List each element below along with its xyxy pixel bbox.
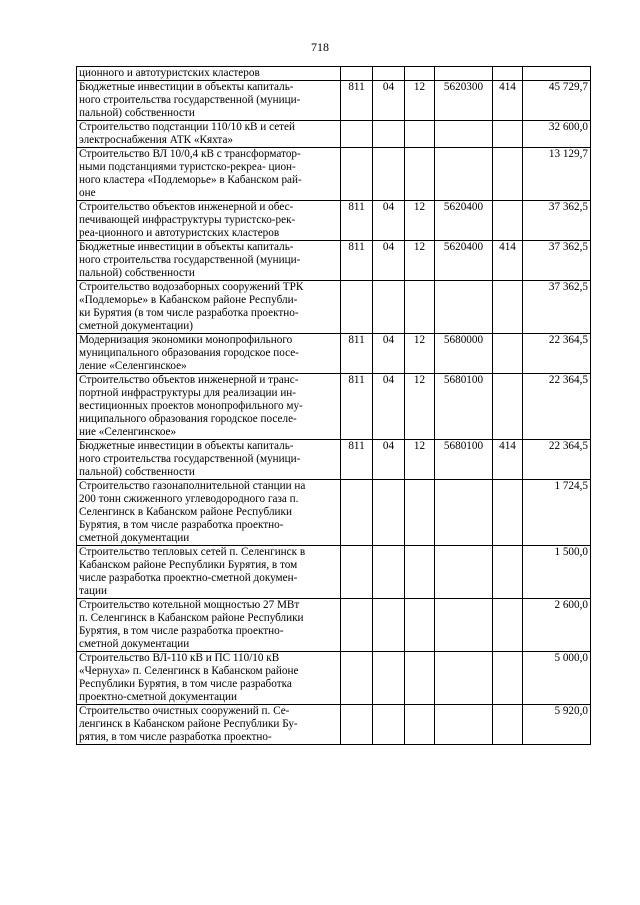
item-name-line: «Чернуха» п. Селенгинск в Кабанском районе xyxy=(79,665,299,677)
amount-cell: 13 129,7 xyxy=(523,148,591,201)
table-row xyxy=(77,281,591,334)
target-article-code-cell xyxy=(435,705,493,745)
table-row xyxy=(77,121,591,148)
grbs-code-cell: 811 xyxy=(341,241,373,281)
target-article-code-cell xyxy=(435,281,493,334)
item-name-line: Бюджетные инвестиции в объекты капиталь- xyxy=(79,440,294,452)
target-article-code-cell: 5680100 xyxy=(435,374,493,440)
target-article-code-cell xyxy=(435,67,493,81)
table-row xyxy=(77,480,591,546)
item-name-cell xyxy=(77,121,341,148)
grbs-code-cell: 811 xyxy=(341,374,373,440)
amount-cell: 32 600,0 xyxy=(523,121,591,148)
item-name-line: печивающей инфраструктуры туристско-рек- xyxy=(79,214,296,226)
item-name-line: ки Бурятия (в том числе разработка проектно- xyxy=(79,307,299,319)
table-row xyxy=(77,599,591,652)
item-name-line: рятия, в том числе разработка проектно- xyxy=(79,731,272,743)
subsection-code-cell: 12 xyxy=(405,334,435,374)
subsection-code-cell: 12 xyxy=(405,440,435,480)
subsection-code-cell xyxy=(405,652,435,705)
grbs-code-cell xyxy=(341,121,373,148)
grbs-code-cell xyxy=(341,148,373,201)
section-code-cell: 04 xyxy=(373,201,405,241)
target-article-code-cell: 5620400 xyxy=(435,241,493,281)
item-name-line: числе разработка проектно-сметной докумен- xyxy=(79,572,298,584)
item-name-line: пальной) собственности xyxy=(79,107,195,119)
section-code-cell: 04 xyxy=(373,374,405,440)
item-name-line: сметной документации xyxy=(79,532,190,544)
expense-type-code-cell xyxy=(493,546,523,599)
item-name-cell xyxy=(77,440,341,480)
amount-cell: 22 364,5 xyxy=(523,440,591,480)
grbs-code-cell: 811 xyxy=(341,81,373,121)
item-name-line: реа-ционного и автотуристских кластеров xyxy=(79,227,280,239)
item-name-line: Кабанском районе Республики Бурятия, в том xyxy=(79,559,298,571)
item-name-line: Бюджетные инвестиции в объекты капиталь- xyxy=(79,81,294,93)
target-article-code-cell xyxy=(435,599,493,652)
table-row xyxy=(77,440,591,480)
table-row xyxy=(77,652,591,705)
item-name-line: Бурятия, в том числе разработка проектно- xyxy=(79,519,284,531)
table-row xyxy=(77,546,591,599)
section-code-cell xyxy=(373,705,405,745)
item-name-line: ного строительства государственной (муници- xyxy=(79,453,301,465)
item-name-line: пальной) собственности xyxy=(79,466,195,478)
table-row xyxy=(77,241,591,281)
expense-type-code-cell xyxy=(493,201,523,241)
item-name-line: Строительство газонаполнительной станции на xyxy=(79,480,306,492)
item-name-line: ного строительства государственной (муници- xyxy=(79,94,301,106)
item-name-line: муниципального образования городское посе- xyxy=(79,347,299,359)
expense-type-code-cell xyxy=(493,652,523,705)
subsection-code-cell xyxy=(405,546,435,599)
item-name-line: вестиционных проектов монопрофильного му- xyxy=(79,400,303,412)
item-name-line: Строительство тепловых сетей п. Селенгинск в xyxy=(79,546,306,558)
target-article-code-cell: 5680100 xyxy=(435,440,493,480)
subsection-code-cell xyxy=(405,67,435,81)
expense-type-code-cell: 414 xyxy=(493,81,523,121)
grbs-code-cell xyxy=(341,599,373,652)
expense-type-code-cell xyxy=(493,67,523,81)
table-row xyxy=(77,148,591,201)
amount-cell: 5 920,0 xyxy=(523,705,591,745)
section-code-cell: 04 xyxy=(373,81,405,121)
item-name-line: ние «Селенгинское» xyxy=(79,426,177,438)
amount-cell: 22 364,5 xyxy=(523,374,591,440)
expense-type-code-cell: 414 xyxy=(493,241,523,281)
grbs-code-cell xyxy=(341,281,373,334)
expense-type-code-cell xyxy=(493,281,523,334)
table-row xyxy=(77,334,591,374)
grbs-code-cell: 811 xyxy=(341,334,373,374)
grbs-code-cell xyxy=(341,67,373,81)
budget-table-body xyxy=(77,67,591,745)
subsection-code-cell: 12 xyxy=(405,241,435,281)
item-name-line: Строительство котельной мощностью 27 МВт xyxy=(79,599,300,611)
item-name-line: Селенгинск в Кабанском районе Республики xyxy=(79,506,292,518)
subsection-code-cell xyxy=(405,599,435,652)
expense-type-code-cell xyxy=(493,705,523,745)
subsection-code-cell xyxy=(405,121,435,148)
target-article-code-cell: 5620300 xyxy=(435,81,493,121)
item-name-cell xyxy=(77,81,341,121)
item-name-cell xyxy=(77,334,341,374)
section-code-cell xyxy=(373,546,405,599)
table-row xyxy=(77,81,591,121)
target-article-code-cell xyxy=(435,148,493,201)
item-name-line: пальной) собственности xyxy=(79,267,195,279)
amount-cell: 1 724,5 xyxy=(523,480,591,546)
item-name-line: «Подлеморье» в Кабанском районе Республи- xyxy=(79,294,298,306)
subsection-code-cell xyxy=(405,281,435,334)
table-row xyxy=(77,705,591,745)
expense-type-code-cell xyxy=(493,480,523,546)
item-name-cell xyxy=(77,480,341,546)
target-article-code-cell: 5620400 xyxy=(435,201,493,241)
item-name-line: Бурятия, в том числе разработка проектно- xyxy=(79,625,284,637)
section-code-cell xyxy=(373,652,405,705)
expense-type-code-cell xyxy=(493,121,523,148)
item-name-line: ниципального образования городское поселе- xyxy=(79,413,297,425)
item-name-cell xyxy=(77,546,341,599)
subsection-code-cell xyxy=(405,705,435,745)
item-name-line: п. Селенгинск в Кабанском районе Республики xyxy=(79,612,304,624)
item-name-cell xyxy=(77,705,341,745)
amount-cell: 37 362,5 xyxy=(523,201,591,241)
item-name-line: Бюджетные инвестиции в объекты капиталь- xyxy=(79,241,294,253)
item-name-line: 200 тонн сжиженного углеводородного газа п. xyxy=(79,493,299,505)
expense-type-code-cell xyxy=(493,374,523,440)
amount-cell: 1 500,0 xyxy=(523,546,591,599)
grbs-code-cell xyxy=(341,705,373,745)
grbs-code-cell xyxy=(341,480,373,546)
table-row xyxy=(77,374,591,440)
amount-cell: 22 364,5 xyxy=(523,334,591,374)
amount-cell: 45 729,7 xyxy=(523,81,591,121)
item-name-line: Строительство объектов инженерной и транс- xyxy=(79,374,299,386)
target-article-code-cell xyxy=(435,546,493,599)
item-name-cell xyxy=(77,281,341,334)
section-code-cell: 04 xyxy=(373,334,405,374)
section-code-cell: 04 xyxy=(373,241,405,281)
expense-type-code-cell xyxy=(493,599,523,652)
section-code-cell xyxy=(373,67,405,81)
target-article-code-cell: 5680000 xyxy=(435,334,493,374)
amount-cell xyxy=(523,67,591,81)
expense-type-code-cell: 414 xyxy=(493,440,523,480)
item-name-line: Строительство подстанции 110/10 кВ и сетей xyxy=(79,121,296,133)
item-name-line: Республики Бурятия, в том числе разработка xyxy=(79,678,292,690)
grbs-code-cell xyxy=(341,652,373,705)
item-name-line: сметной документации) xyxy=(79,320,193,332)
grbs-code-cell xyxy=(341,546,373,599)
section-code-cell: 04 xyxy=(373,440,405,480)
section-code-cell xyxy=(373,121,405,148)
item-name-cell xyxy=(77,241,341,281)
item-name-line: Строительство объектов инженерной и обес- xyxy=(79,201,294,213)
item-name-line: сметной документации xyxy=(79,638,190,650)
item-name-cell xyxy=(77,652,341,705)
grbs-code-cell: 811 xyxy=(341,201,373,241)
subsection-code-cell: 12 xyxy=(405,201,435,241)
item-name-line: ление «Селенгинское» xyxy=(79,360,187,372)
item-name-line: ного кластера «Подлеморье» в Кабанском рай- xyxy=(79,174,302,186)
item-name-line: Строительство ВЛ 10/0,4 кВ с трансформатор- xyxy=(79,148,301,160)
subsection-code-cell: 12 xyxy=(405,374,435,440)
section-code-cell xyxy=(373,480,405,546)
grbs-code-cell: 811 xyxy=(341,440,373,480)
item-name-line: Строительство очистных сооружений п. Се- xyxy=(79,705,290,717)
table-row xyxy=(77,201,591,241)
amount-cell: 37 362,5 xyxy=(523,241,591,281)
subsection-code-cell xyxy=(405,148,435,201)
item-name-cell xyxy=(77,148,341,201)
item-name-line: проектно-сметной документации xyxy=(79,691,238,703)
section-code-cell xyxy=(373,148,405,201)
budget-table xyxy=(76,66,591,745)
item-name-line: ными подстанциями туристско-рекреа- цион- xyxy=(79,161,296,173)
expense-type-code-cell xyxy=(493,334,523,374)
target-article-code-cell xyxy=(435,480,493,546)
amount-cell: 37 362,5 xyxy=(523,281,591,334)
item-name-line: Строительство ВЛ-110 кВ и ПС 110/10 кВ xyxy=(79,652,280,664)
amount-cell: 2 600,0 xyxy=(523,599,591,652)
item-name-line: Строительство водозаборных сооружений ТРК xyxy=(79,281,304,293)
subsection-code-cell: 12 xyxy=(405,81,435,121)
item-name-cell xyxy=(77,201,341,241)
item-name-line: оне xyxy=(79,187,96,199)
item-name-cell xyxy=(77,599,341,652)
item-name-line: ционного и автотуристских кластеров xyxy=(79,67,260,79)
target-article-code-cell xyxy=(435,121,493,148)
item-name-cell xyxy=(77,374,341,440)
amount-cell: 5 000,0 xyxy=(523,652,591,705)
item-name-cell xyxy=(77,67,341,81)
expense-type-code-cell xyxy=(493,148,523,201)
section-code-cell xyxy=(373,599,405,652)
item-name-line: портной инфраструктуры для реализации ин- xyxy=(79,387,297,399)
item-name-line: ленгинск в Кабанском районе Республики Бу- xyxy=(79,718,298,730)
item-name-line: Модернизация экономики монопрофильного xyxy=(79,334,293,346)
page-number: 718 xyxy=(311,40,329,54)
target-article-code-cell xyxy=(435,652,493,705)
table-row xyxy=(77,67,591,81)
section-code-cell xyxy=(373,281,405,334)
subsection-code-cell xyxy=(405,480,435,546)
item-name-line: тации xyxy=(79,585,107,597)
item-name-line: ного строительства государственной (муници- xyxy=(79,254,301,266)
item-name-line: электроснабжения АТК «Кяхта» xyxy=(79,134,234,146)
